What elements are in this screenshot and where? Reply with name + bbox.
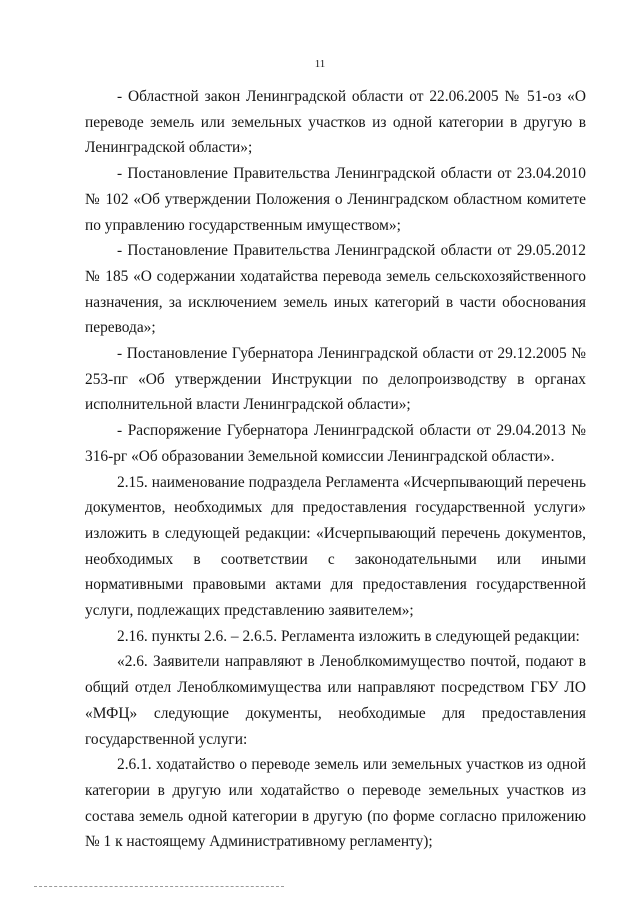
paragraph-oblast-law-51-oz: - Областной закон Ленинградской области от 22.06.2005 № 51-оз «О переводе земель или земельных участков из одной категории в другую в Ленинградской области»; [85, 88, 586, 157]
paragraph-2-15: 2.15. наименование подраздела Регламента «Исчерпывающий перечень документов, необходимых для предоставления государственной услуги» изложить в следующей редакции: «Исчерпывающий перечень документов, необходимых в соответствии с законодательными или иными нормативными правовыми актами для предоставления государственной услуги, подлежащих представлению заявителем»; [85, 473, 586, 620]
paragraph-resolution-253-pg: - Постановление Губернатора Ленинградской области от 29.12.2005 № 253-пг «Об утверждении Инструкции по делопроизводству в органах исполнительной власти Ленинградской области»; [85, 345, 586, 414]
paragraph-resolution-102: - Постановление Правительства Ленинградской области от 23.04.2010 № 102 «Об утверждении Положения о Ленинградском областном комитете по управлению государственным имуществом»; [85, 165, 586, 234]
page-number: 11 [314, 58, 326, 70]
document-body [85, 84, 586, 855]
paragraph-resolution-185: - Постановление Правительства Ленинградской области от 29.05.2012 № 185 «О содержании ходатайства перевода земель сельскохозяйственного назначения, за исключением земель иных категорий в части обоснования перевода»; [85, 242, 586, 337]
paragraph-2-16: 2.16. пункты 2.6. – 2.6.5. Регламента изложить в следующей редакции: [117, 627, 580, 645]
bottom-scan-line [34, 886, 284, 887]
paragraph-2-6-1: 2.6.1. ходатайство о переводе земель или земельных участков из одной категории в другую или ходатайство о переводе земельных участков из состава земель одной категории в другую (по форме согласно приложению № 1 к настоящему Административному регламенту); [85, 756, 586, 851]
paragraph-2-6: «2.6. Заявители направляют в Леноблкомимущество почтой, подают в общий отдел Леноблкомимущества или направляют посредством ГБУ ЛО «МФЦ» следующие документы, необходимые для предоставления государственной услуги: [85, 653, 586, 748]
paragraph-order-316-rg: - Распоряжение Губернатора Ленинградской области от 29.04.2013 № 316-рг «Об образовании Земельной комиссии Ленинградской области». [85, 422, 586, 465]
